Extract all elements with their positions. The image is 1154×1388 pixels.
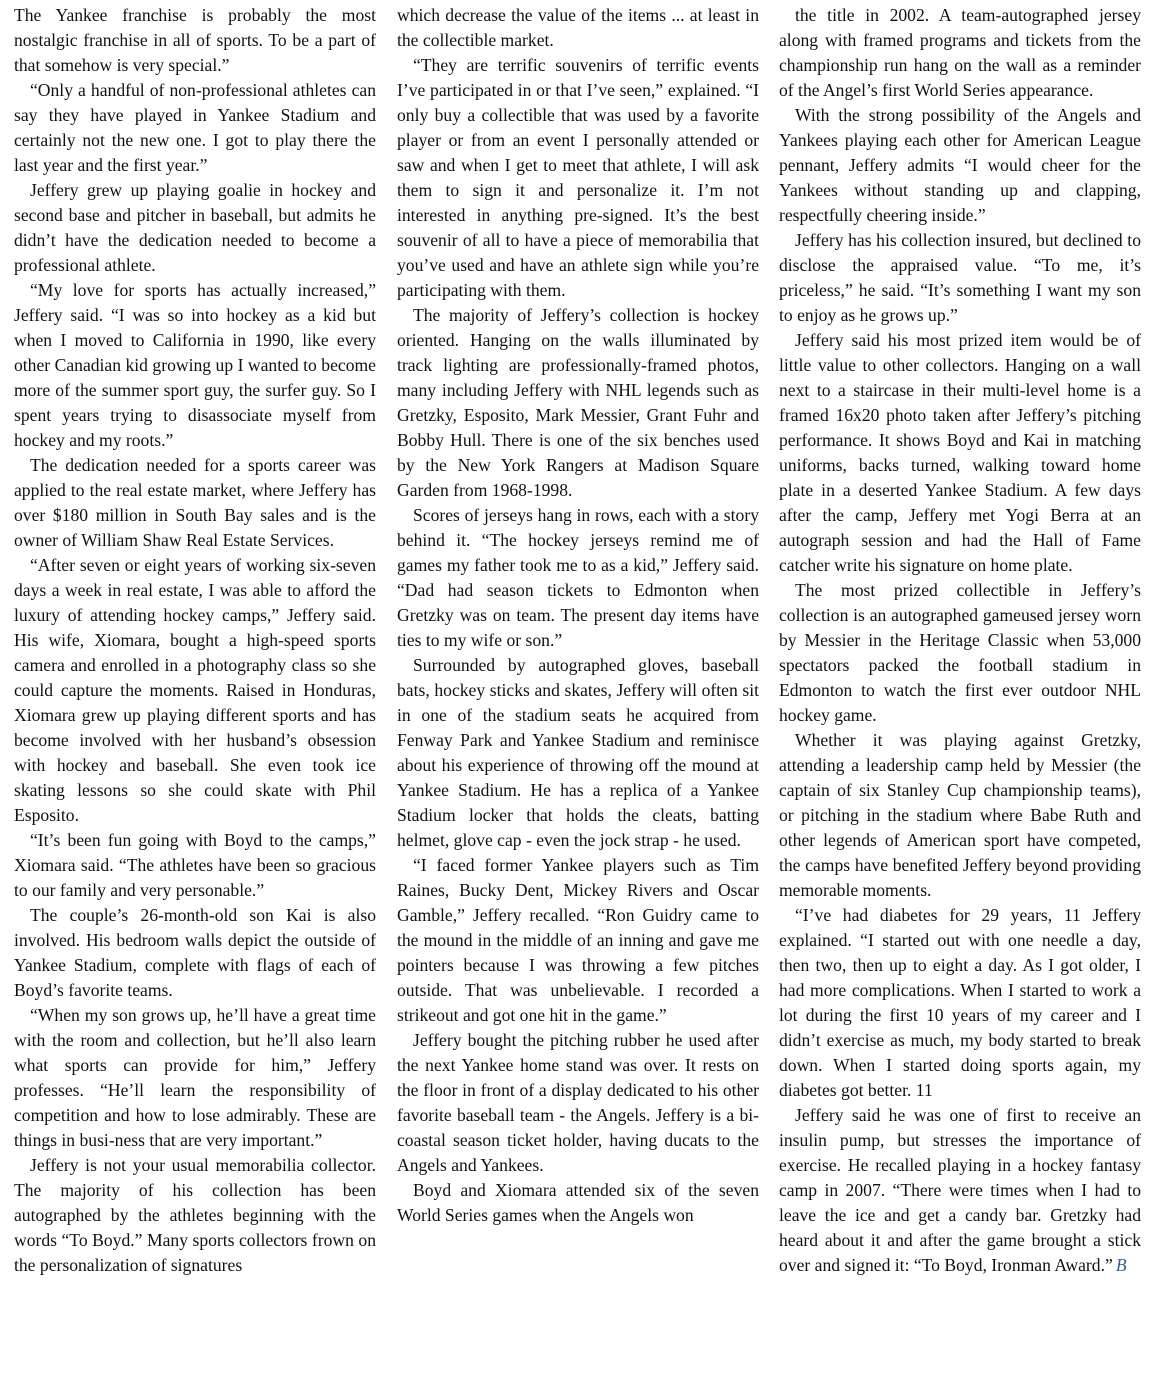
paragraph <box>397 853 759 1028</box>
paragraph-text: The couple’s 26-month-old son Kai is also involved. His bedroom walls depict the outside of Yankee Stadium, complete with flags of each of Boyd’s favorite teams. <box>14 905 376 1000</box>
paragraph-text: The Yankee franchise is probably the most nostalgic franchise in all of sports. To be a part of that somehow is very special.” <box>14 5 376 75</box>
paragraph <box>779 728 1141 903</box>
paragraph-text: the title in 2002. A team-autographed jersey along with framed programs and tickets from the championship run hang on the wall as a reminder of the Angel’s first World Series appearance. <box>779 5 1141 100</box>
paragraph-text: “They are terrific souvenirs of terrific events I’ve participated in or that I’ve seen,” explained. “I only buy a collectible that was used by a favorite player or from an event I personally attended or saw and when I get to meet that athlete, I will ask them to sign it and personalize it. I’m not interested in anything pre-signed. It’s the best souvenir of all to have a piece of memorabilia that you’ve used and have an athlete sign while you’re participating with them. <box>397 55 759 300</box>
paragraph <box>779 903 1141 1103</box>
paragraph-text: The dedication needed for a sports career was applied to the real estate market, where Jeffery has over $180 million in South Bay sales and is the owner of William Shaw Real Estate Services. <box>14 455 376 550</box>
paragraph <box>14 178 376 278</box>
paragraph <box>779 3 1141 103</box>
paragraph-text: “After seven or eight years of working six-seven days a week in real estate, I was able to afford the luxury of attending hockey camps,” Jeffery said. His wife, Xiomara, bought a high-speed sports camera and enrolled in a photography class so she could capture the moments. Raised in Honduras, Xiomara grew up playing different sports and has become involved with her husband’s obsession with hockey and baseball. She even took ice skating lessons so she could skate with Phil Esposito. <box>14 555 376 825</box>
paragraph <box>14 453 376 553</box>
paragraph-text: Scores of jerseys hang in rows, each with a story behind it. “The hockey jerseys remind me of games my father took me to as a kid,” Jeffery said. “Dad had season tickets to Edmonton when Gretzky was on team. The present day items have ties to my wife or son.” <box>397 505 759 650</box>
paragraph <box>779 1103 1141 1278</box>
article-column-2 <box>397 3 759 1228</box>
paragraph <box>14 828 376 903</box>
paragraph-text: The majority of Jeffery’s collection is hockey oriented. Hanging on the walls illuminated by track lighting are professionally-framed photos, many including Jeffery with NHL legends such as Gretzky, Esposito, Mark Messier, Grant Fuhr and Bobby Hull. There is one of the six benches used by the New York Rangers at Madison Square Garden from 1968-1998. <box>397 305 759 500</box>
paragraph <box>14 278 376 453</box>
paragraph <box>14 78 376 178</box>
paragraph-text: “Only a handful of non-professional athletes can say they have played in Yankee Stadium and certainly not the new one. I got to play there the last year and the first year.” <box>14 80 376 175</box>
paragraph <box>14 1003 376 1153</box>
paragraph-text: Surrounded by autographed gloves, baseball bats, hockey sticks and skates, Jeffery will often sit in one of the stadium seats he acquired from Fenway Park and Yankee Stadium and reminisce about his experience of throwing off the mound at Yankee Stadium. He has a replica of a Yankee Stadium locker that holds the cleats, batting helmet, glove cap - even the jock strap - he used. <box>397 655 759 850</box>
paragraph <box>14 1153 376 1278</box>
paragraph-text: Jeffery bought the pitching rubber he used after the next Yankee home stand was over. It rests on the floor in front of a display dedicated to his other favorite baseball team - the Angels. Jeffery is a bi-coastal season ticket holder, having ducats to the Angels and Yankees. <box>397 1030 759 1175</box>
paragraph-text: “I faced former Yankee players such as Tim Raines, Bucky Dent, Mickey Rivers and Oscar Gamble,” Jeffery recalled. “Ron Guidry came to the mound in the middle of an inning and gave me pointers because I was throwing a few pitches outside. That was unbelievable. I recorded a strikeout and got one hit in the game.” <box>397 855 759 1025</box>
paragraph-text: “I’ve had diabetes for 29 years, 11 Jeffery explained. “I started out with one needle a day, then two, then up to eight a day. As I got older, I had more complications. When I started to work a lot during the first 10 years of my career and I didn’t exercise as much, my body started to break down. When I started doing sports again, my diabetes got better. 11 <box>779 905 1141 1100</box>
paragraph <box>397 653 759 853</box>
paragraph-text: Jeffery is not your usual memorabilia collector. The majority of his collection has been autographed by the athletes beginning with the words “To Boyd.” Many sports collectors frown on the personalization of signatures <box>14 1155 376 1275</box>
paragraph <box>779 228 1141 328</box>
paragraph <box>397 1028 759 1178</box>
paragraph-text: With the strong possibility of the Angels and Yankees playing each other for American League pennant, Jeffery admits “I would cheer for the Yankees without standing up and clapping, respectfully cheering inside.” <box>779 105 1141 225</box>
paragraph-text: Jeffery has his collection insured, but declined to disclose the appraised value. “To me, it’s priceless,” he said. “It’s something I want my son to enjoy as he grows up.” <box>779 230 1141 325</box>
paragraph-text: Jeffery grew up playing goalie in hockey and second base and pitcher in baseball, but admits he didn’t have the dedication needed to become a professional athlete. <box>14 180 376 275</box>
paragraph-text: “When my son grows up, he’ll have a great time with the room and collection, but he’ll also learn what sports can provide for him,” Jeffery professes. “He’ll learn the responsibility of competition and how to lose admirably. These are things in busi-ness that are very important.” <box>14 1005 376 1150</box>
paragraph <box>779 578 1141 728</box>
paragraph <box>397 3 759 53</box>
paragraph-text: which decrease the value of the items ... at least in the collectible market. <box>397 5 759 50</box>
paragraph-text: Whether it was playing against Gretzky, attending a leadership camp held by Messier (the captain of six Stanley Cup championship teams), or pitching in the stadium where Babe Ruth and other legends of American sport have competed, the camps have benefited Jeffery beyond providing memorable moments. <box>779 730 1141 900</box>
paragraph <box>397 503 759 653</box>
end-mark-logo: B <box>1115 1255 1127 1275</box>
paragraph <box>14 903 376 1003</box>
paragraph-text: Boyd and Xiomara attended six of the seven World Series games when the Angels won <box>397 1180 759 1225</box>
paragraph <box>397 1178 759 1228</box>
paragraph <box>779 328 1141 578</box>
paragraph <box>14 553 376 828</box>
paragraph <box>397 53 759 303</box>
paragraph-text: Jeffery said he was one of first to receive an insulin pump, but stresses the importance of exercise. He recalled playing in a hockey fantasy camp in 2007. “There were times when I had to leave the ice and get a candy bar. Gretzky had heard about it and after the game brought a stick over and signed it: “To Boyd, Ironman Award.” <box>779 1105 1141 1275</box>
paragraph-text: “My love for sports has actually increased,” Jeffery said. “I was so into hockey as a kid but when I moved to California in 1990, like every other Canadian kid growing up I wanted to become more of the summer sport guy, the surfer guy. So I spent years trying to disassociate myself from hockey and my roots.” <box>14 280 376 450</box>
article-column-3 <box>779 3 1141 1278</box>
paragraph-text: Jeffery said his most prized item would be of little value to other collectors. Hanging on a wall next to a staircase in their multi-level home is a framed 16x20 photo taken after Jeffery’s pitching performance. It shows Boyd and Kai in matching uniforms, backs turned, walking toward home plate in a deserted Yankee Stadium. A few days after the camp, Jeffery met Yogi Berra at an autograph session and had the Hall of Fame catcher write his signature on home plate. <box>779 330 1141 575</box>
article-column-1 <box>14 3 376 1278</box>
paragraph-text: The most prized collectible in Jeffery’s collection is an autographed gameused jersey worn by Messier in the Heritage Classic when 53,000 spectators packed the football stadium in Edmonton to watch the first ever outdoor NHL hockey game. <box>779 580 1141 725</box>
paragraph <box>779 103 1141 228</box>
paragraph-text: “It’s been fun going with Boyd to the camps,” Xiomara said. “The athletes have been so gracious to our family and very personable.” <box>14 830 376 900</box>
paragraph <box>397 303 759 503</box>
paragraph <box>14 3 376 78</box>
